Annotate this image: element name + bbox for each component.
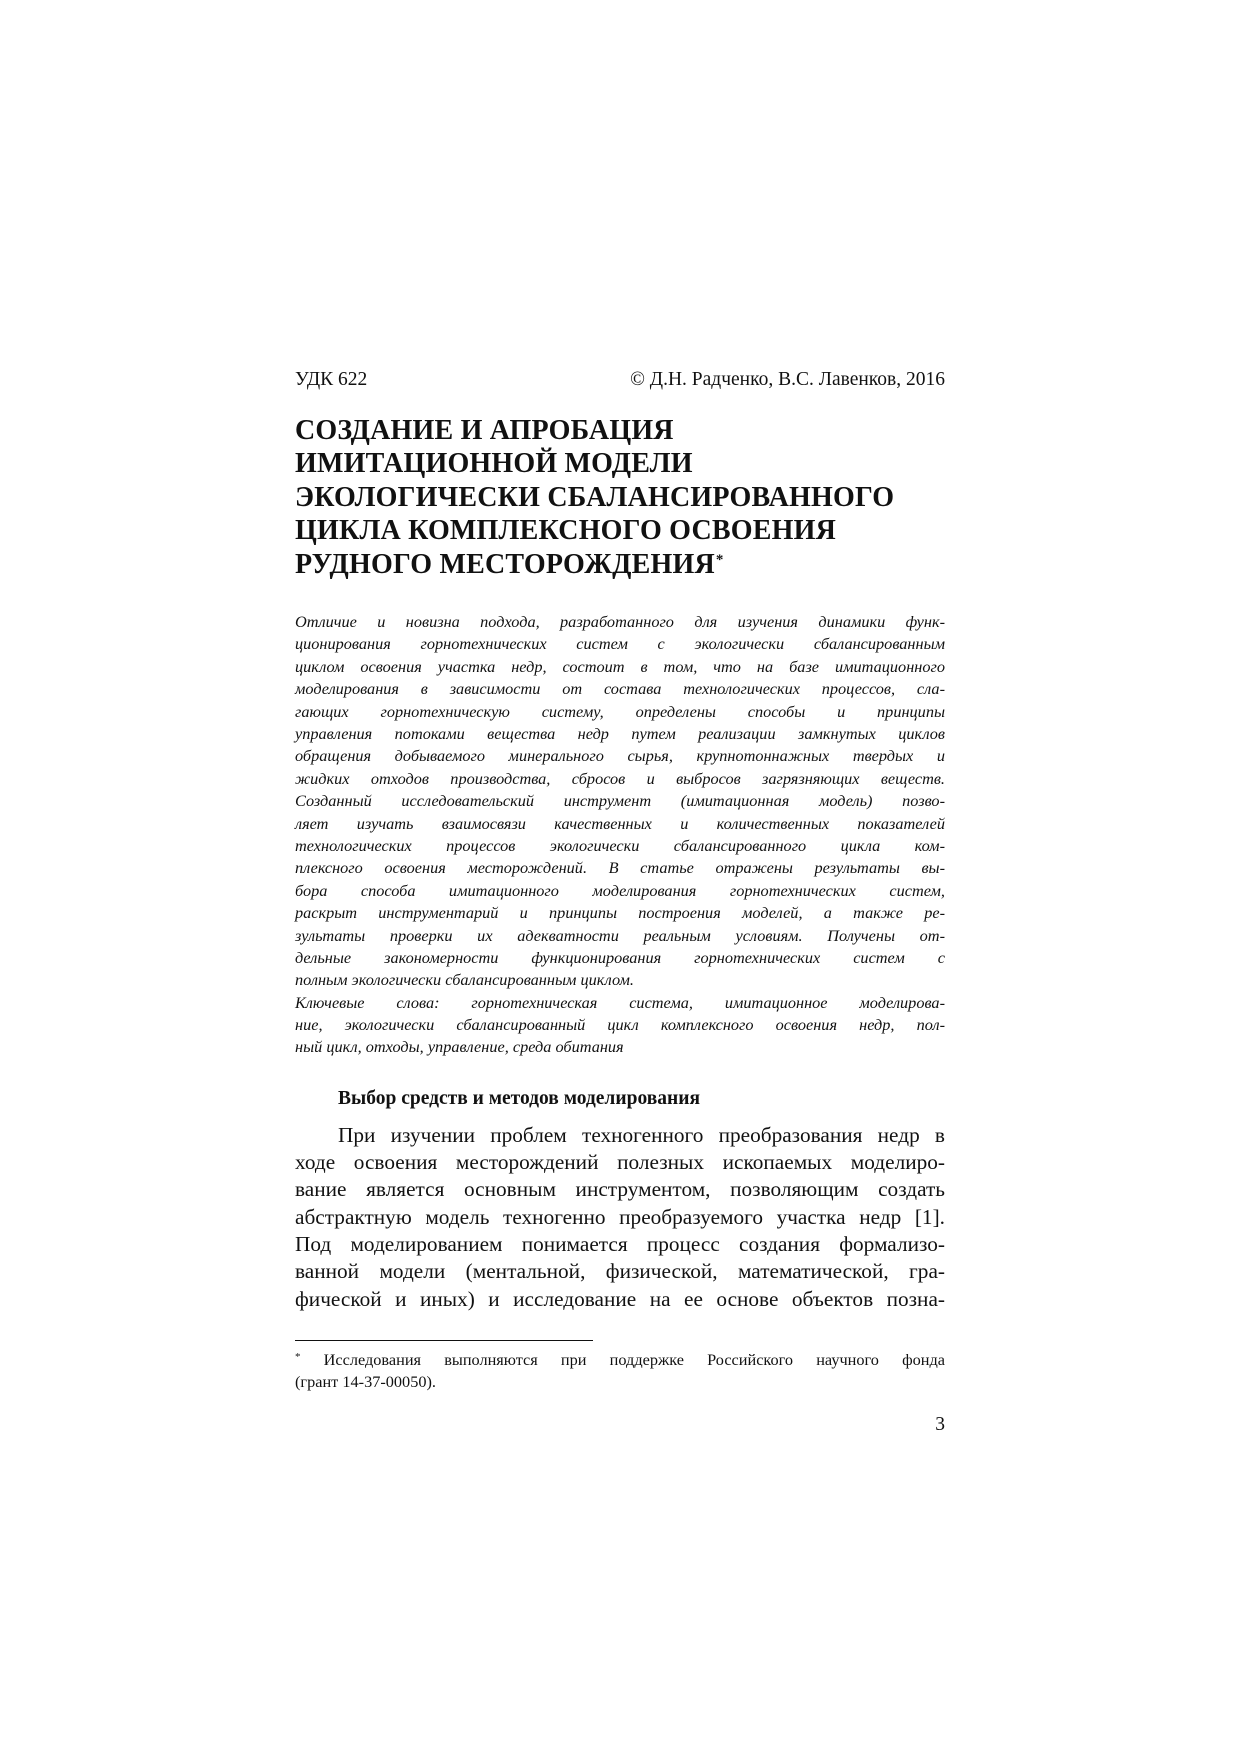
footnote-mark: * — [295, 1350, 301, 1363]
abstract-line: гающих горнотехническую систему, определены способы и принципы — [295, 701, 945, 721]
article-title — [295, 414, 945, 581]
header-line — [295, 368, 945, 392]
section-heading: Выбор средств и методов моделирования — [338, 1087, 701, 1109]
footnote-line: (грант 14-37-00050). — [295, 1371, 436, 1391]
title-line: ЦИКЛА КОМПЛЕКСНОГО ОСВОЕНИЯ — [295, 515, 837, 547]
body-paragraph — [295, 1122, 945, 1313]
page-number: 3 — [935, 1413, 945, 1435]
body-line: абстрактную модель техногенно преобразуемого участка недр [1]. — [295, 1204, 945, 1229]
abstract-line: зультаты проверки их адекватности реальным условиям. Получены от- — [295, 925, 945, 945]
abstract-line: бора способа имитационного моделирования горнотехнических систем, — [295, 880, 945, 900]
body-line: ходе освоения месторождений полезных ископаемых моделиро- — [295, 1150, 945, 1175]
title-footnote-mark: * — [715, 551, 724, 568]
abstract-line: дельные закономерности функционирования горнотехнических систем с — [295, 947, 945, 967]
title-line-text: РУДНОГО МЕСТОРОЖДЕНИЯ — [295, 548, 715, 580]
body-line: фической и иных) и исследование на ее основе объектов позна- — [295, 1286, 945, 1311]
keywords-line: ный цикл, отходы, управление, среда обитания — [295, 1037, 624, 1057]
abstract-line: Созданный исследовательский инструмент (имитационная модель) позво- — [295, 791, 945, 811]
abstract-line: плексного освоения месторождений. В статье отражены результаты вы- — [295, 858, 945, 878]
abstract-line: управления потоками вещества недр путем реализации замкнутых циклов — [295, 723, 945, 743]
footnote-line — [295, 1349, 945, 1371]
abstract-line: жидких отходов производства, сбросов и выбросов загрязняющих веществ. — [295, 768, 945, 788]
title-line: СОЗДАНИЕ И АПРОБАЦИЯ — [295, 415, 674, 446]
footnote — [295, 1349, 945, 1393]
body-line: Под моделированием понимается процесс создания формализо- — [295, 1232, 945, 1257]
keywords-line: ние, экологически сбалансированный цикл комплексного освоения недр, пол- — [295, 1015, 945, 1035]
abstract-line: ляет изучать взаимосвязи качественных и количественных показателей — [295, 813, 945, 833]
abstract-line: моделирования в зависимости от состава технологических процессов, сла- — [295, 679, 945, 699]
abstract-line: раскрыт инструментарий и принципы построения моделей, а также ре- — [295, 903, 945, 923]
abstract-line: ционирования горнотехнических систем с экологически сбалансированным — [295, 634, 945, 654]
abstract-line: технологических процессов экологически сбалансированного цикла ком- — [295, 835, 945, 855]
abstract-line: полным экологически сбалансированным циклом. — [295, 970, 634, 990]
title-line-last — [295, 548, 945, 581]
body-line: При изучении проблем техногенного преобразования недр в — [338, 1122, 945, 1147]
title-line: ИМИТАЦИОННОЙ МОДЕЛИ — [295, 448, 693, 480]
footnote-text: Исследования выполняются при поддержке Российского научного фонда — [300, 1349, 945, 1369]
keywords-line: Ключевые слова: горнотехническая система, имитационное моделирова- — [295, 992, 945, 1012]
abstract — [295, 611, 945, 1059]
udk-code: УДК 622 — [295, 369, 368, 390]
abstract-line: циклом освоения участка недр, состоит в том, что на базе имитационного — [295, 656, 945, 676]
body-line: ванной модели (ментальной, физической, математической, гра- — [295, 1259, 945, 1284]
copyright-notice: © Д.Н. Радченко, В.С. Лавенков, 2016 — [630, 369, 945, 390]
article-page — [295, 368, 945, 1437]
title-line: ЭКОЛОГИЧЕСКИ СБАЛАНСИРОВАННОГО — [295, 481, 895, 513]
abstract-line: обращения добываемого минерального сырья, крупнотоннажных твердых и — [295, 746, 945, 766]
body-line: вание является основным инструментом, позволяющим создать — [295, 1177, 945, 1202]
abstract-line: Отличие и новизна подхода, разработанного для изучения динамики функ- — [295, 612, 945, 632]
footnote-divider — [295, 1340, 593, 1341]
